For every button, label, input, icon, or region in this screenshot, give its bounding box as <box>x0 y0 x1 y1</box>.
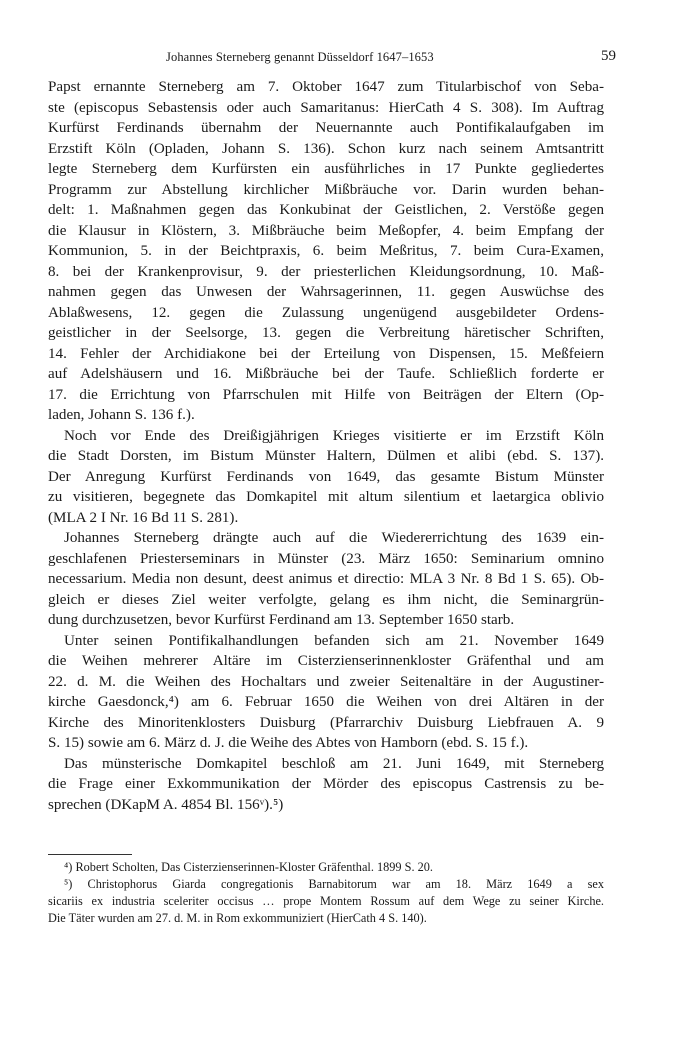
text-line: geistlicher in der Seelsorge, 13. gegen die Verbreitung häretischer Schriften, <box>48 325 604 341</box>
text-line: Kommunion, 5. in der Beichtpraxis, 6. beim Meßritus, 7. beim Cura-Examen, <box>48 243 604 259</box>
text-line: gleich er dieses Ziel weiter verfolgte, gelang es ihm nicht, die Seminargrün- <box>48 591 604 608</box>
text-line: auf Adelshäusern und 16. Mißbräuche bei der Taufe. Schließlich forderte er <box>48 366 604 382</box>
main-text <box>48 77 604 815</box>
text-line: 17. die Errichtung von Pfarrschulen mit Hilfe von Beiträgen der Eltern (Op- <box>48 386 604 403</box>
text-line: die Klausur in Klöstern, 3. Mißbräuche beim Meßopfer, 4. beim Empfang der <box>48 222 604 239</box>
text-line: 22. d. M. die Weihen des Hochaltars und zweier Seitenaltäre in der Augustiner- <box>48 673 604 690</box>
text-line: kirche Gaesdonck,⁴) am 6. Februar 1650 die Weihen von drei Altären in der <box>48 694 604 710</box>
text-line: S. 15) sowie am 6. März d. J. die Weihe des Abtes von Hamborn (ebd. S. 15 f.). <box>48 735 529 751</box>
footnote-line: ⁴) Robert Scholten, Das Cisterzienserinnen-Kloster Gräfenthal. 1899 S. 20. <box>64 860 434 874</box>
text-line: zu visitieren, begegnete das Domkapitel mit altum silentium et laetargica oblivio <box>48 489 604 505</box>
footnote-separator <box>48 854 132 855</box>
text-line: Papst ernannte Sterneberg am 7. Oktober 1647 zum Titularbischof von Seba- <box>48 79 604 95</box>
text-line: Kirche des Minoritenklosters Duisburg (Pfarrarchiv Duisburg Liebfrauen A. 9 <box>48 714 604 731</box>
text-line: 8. bei der Krankenprovisur, 9. der priesterlichen Kleidungsordnung, 10. Maß- <box>48 263 604 280</box>
text-line: Ablaßwesens, 12. gegen die Zulassung ungenügend ausgebildeter Ordens- <box>48 304 604 321</box>
text-line: Der Anregung Kurfürst Ferdinands von 1649, das gesamte Bistum Münster <box>48 468 604 485</box>
text-line: laden, Johann S. 136 f.). <box>48 407 195 423</box>
running-header <box>48 48 616 72</box>
text-line: 14. Fehler der Archidiakone bei der Erteilung von Dispensen, 15. Meßfeiern <box>48 345 604 362</box>
text-line: die Weihen mehrerer Altäre im Cisterzienserinnenkloster Gräfenthal und am <box>48 653 604 669</box>
footnotes <box>48 859 604 927</box>
footnote-line: sicariis ex industria sceleriter occisus … prope Montem Rossum auf dem Wege zu seiner Kirche. <box>48 894 604 908</box>
text-line: (MLA 2 I Nr. 16 Bd 11 S. 281). <box>48 509 239 526</box>
footnote-line: Die Täter wurden am 27. d. M. in Rom exkommuniziert (HierCath 4 S. 140). <box>48 911 427 925</box>
text-line: die Stadt Dorsten, im Bistum Münster Haltern, Dülmen et alibi (ebd. S. 137). <box>48 448 604 464</box>
text-line: sprechen (DKapM A. 4854 Bl. 156ᵛ).⁵) <box>48 796 284 813</box>
text-line: dung durchzusetzen, bevor Kurfürst Ferdinand am 13. September 1650 starb. <box>48 612 515 628</box>
text-line: necessarium. Media non desunt, deest animus et directio: MLA 3 Nr. 8 Bd 1 S. 65). Ob- <box>48 571 604 587</box>
text-line: nahmen gegen das Unwesen der Wahrsagerinnen, 11. gegen Auswüchse des <box>48 284 604 300</box>
footnote-line: ⁵) Christophorus Giarda congregationis Barnabitorum war am 18. März 1649 a sex <box>64 877 604 891</box>
text-line: Noch vor Ende des Dreißigjährigen Krieges visitierte er im Erzstift Köln <box>64 427 604 444</box>
text-line: Johannes Sterneberg drängte auch auf die Wiedererrichtung des 1639 ein- <box>64 530 604 546</box>
text-line: ste (episcopus Sebastensis oder auch Samaritanus: HierCath 4 S. 308). Im Auftrag <box>48 99 604 116</box>
text-line: geschlafenen Priesterseminars in Münster (23. März 1650: Seminarium omnino <box>48 550 604 567</box>
running-title: Johannes Sterneberg genannt Düsseldorf 1647–1653 <box>166 50 434 64</box>
text-line: Programm zur Abstellung kirchlicher Mißbräuche vor. Darin wurden behan- <box>48 181 604 198</box>
text-line: Kurfürst Ferdinands übernahm der Neuernannte auch Pontifikalaufgaben im <box>48 120 604 136</box>
text-line: delt: 1. Maßnahmen gegen das Konkubinat der Geistlichen, 2. Verstöße gegen <box>48 202 604 218</box>
text-line: die Frage einer Exkommunikation der Mörder des episcopus Castrensis zu be- <box>48 776 604 792</box>
text-line: legte Sterneberg dem Kurfürsten ein ausführliches in 17 Punkte gegliedertes <box>48 161 604 177</box>
text-line: Das münsterische Domkapitel beschloß am 21. Juni 1649, mit Sterneberg <box>64 755 604 772</box>
text-line: Erzstift Köln (Opladen, Johann S. 136). Schon kurz nach seinem Amtsantritt <box>48 140 604 157</box>
page-number: 59 <box>601 48 616 64</box>
text-line: Unter seinen Pontifikalhandlungen befanden sich am 21. November 1649 <box>64 632 604 649</box>
